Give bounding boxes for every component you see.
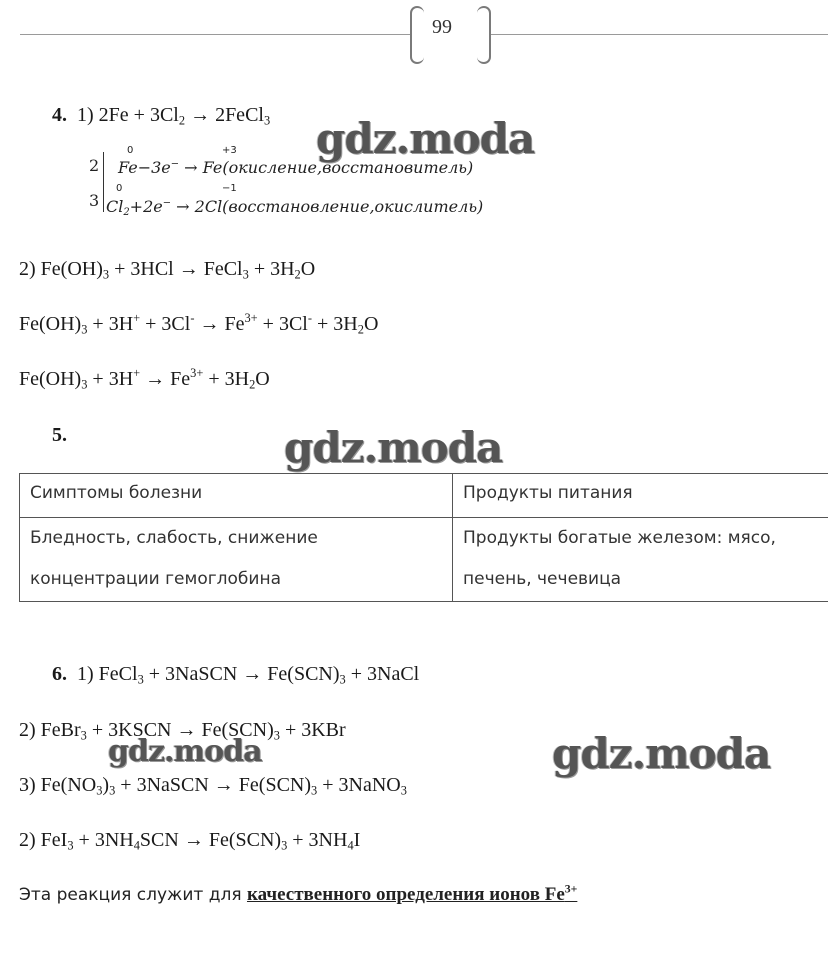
task6-reaction1: 6. 1) FeCl$_3$ + 3NaSCN → $Fe(SCN)_3$ + 3NaCl [52,663,420,687]
task6-number: 6. [52,663,67,685]
table-header-symptoms: Симптомы болезни [20,474,453,518]
header-rule-right [491,34,828,35]
task4-number: 4. [52,104,67,126]
task6-reaction4: 2) $FeI_3 + 3NH_4SCN \to Fe(SCN)_3 + 3NH_4I$ [19,829,361,853]
ox-state-cl-right: −1 [222,183,237,194]
balance-coef-2: 3 [89,191,100,210]
header-rule-left [20,34,410,35]
table-header-row [20,474,828,518]
task6-reaction3: 3) $Fe(NO_3)_3$ + 3NaSCN → $Fe(SCN)_3$ + 3NaNO$_3$ [19,774,407,798]
table-cell-foods: Продукты богатые железом: мясо, печень, чечевица [453,518,828,602]
task4-reaction2: 2) $Fe(OH)_3 + 3HCl$ → FeCl$_3$ + $3H_2O$ [19,258,316,282]
conclusion-highlight: качественного определения ионов $Fe^{3+}$ [246,882,578,905]
watermark-logo: gdz.moda [108,734,262,769]
balance-divider [103,152,104,212]
page-number-bracket-left [410,6,424,64]
balance-row-1: Fe−3e− → Fe(окисление,восстановитель) [118,158,474,177]
table-header-foods: Продукты питания [453,474,828,518]
watermark-logo: gdz.moda [316,114,535,163]
task6-reaction2: 2) FeBr$_3$ + 3KSCN → $Fe(SCN)_3 + 3KBr$ [19,719,346,743]
ox-state-cl-left: 0 [116,183,123,194]
balance-row-2: $Cl_2+2e^-$ → 2Cl(восстановление,окислитель) [106,197,484,218]
watermark-logo: gdz.moda [284,423,503,472]
watermark-logo: gdz.moda [552,729,771,778]
symptoms-table [19,473,828,602]
table-cell-symptoms: Бледность, слабость, снижение концентрации гемоглобина [20,518,453,602]
task4-ionic-full: $Fe(OH)_3 + 3H^+ + 3Cl^- \to Fe^{3+} + 3Cl^- + 3H_2O$ [19,310,379,337]
page-number-bracket-right [477,6,491,64]
balance-coef-1: 2 [89,156,100,175]
ox-state-fe-left: 0 [127,145,134,156]
ox-state-fe-right: +3 [222,145,237,156]
table-row [20,518,828,602]
task4-reaction1: 4. 1) $2Fe + 3Cl_2$ → 2FeCl$_3$ [52,104,271,128]
task6-conclusion: Эта реакция служит для качественного определения ионов $Fe^{3+}$ [19,882,578,905]
page-number: 99 [432,16,452,38]
task5-number: 5. [52,424,67,446]
task4-ionic-short: $Fe(OH)_3 + 3H^+ \to Fe^{3+} + 3H_2O$ [19,365,270,392]
